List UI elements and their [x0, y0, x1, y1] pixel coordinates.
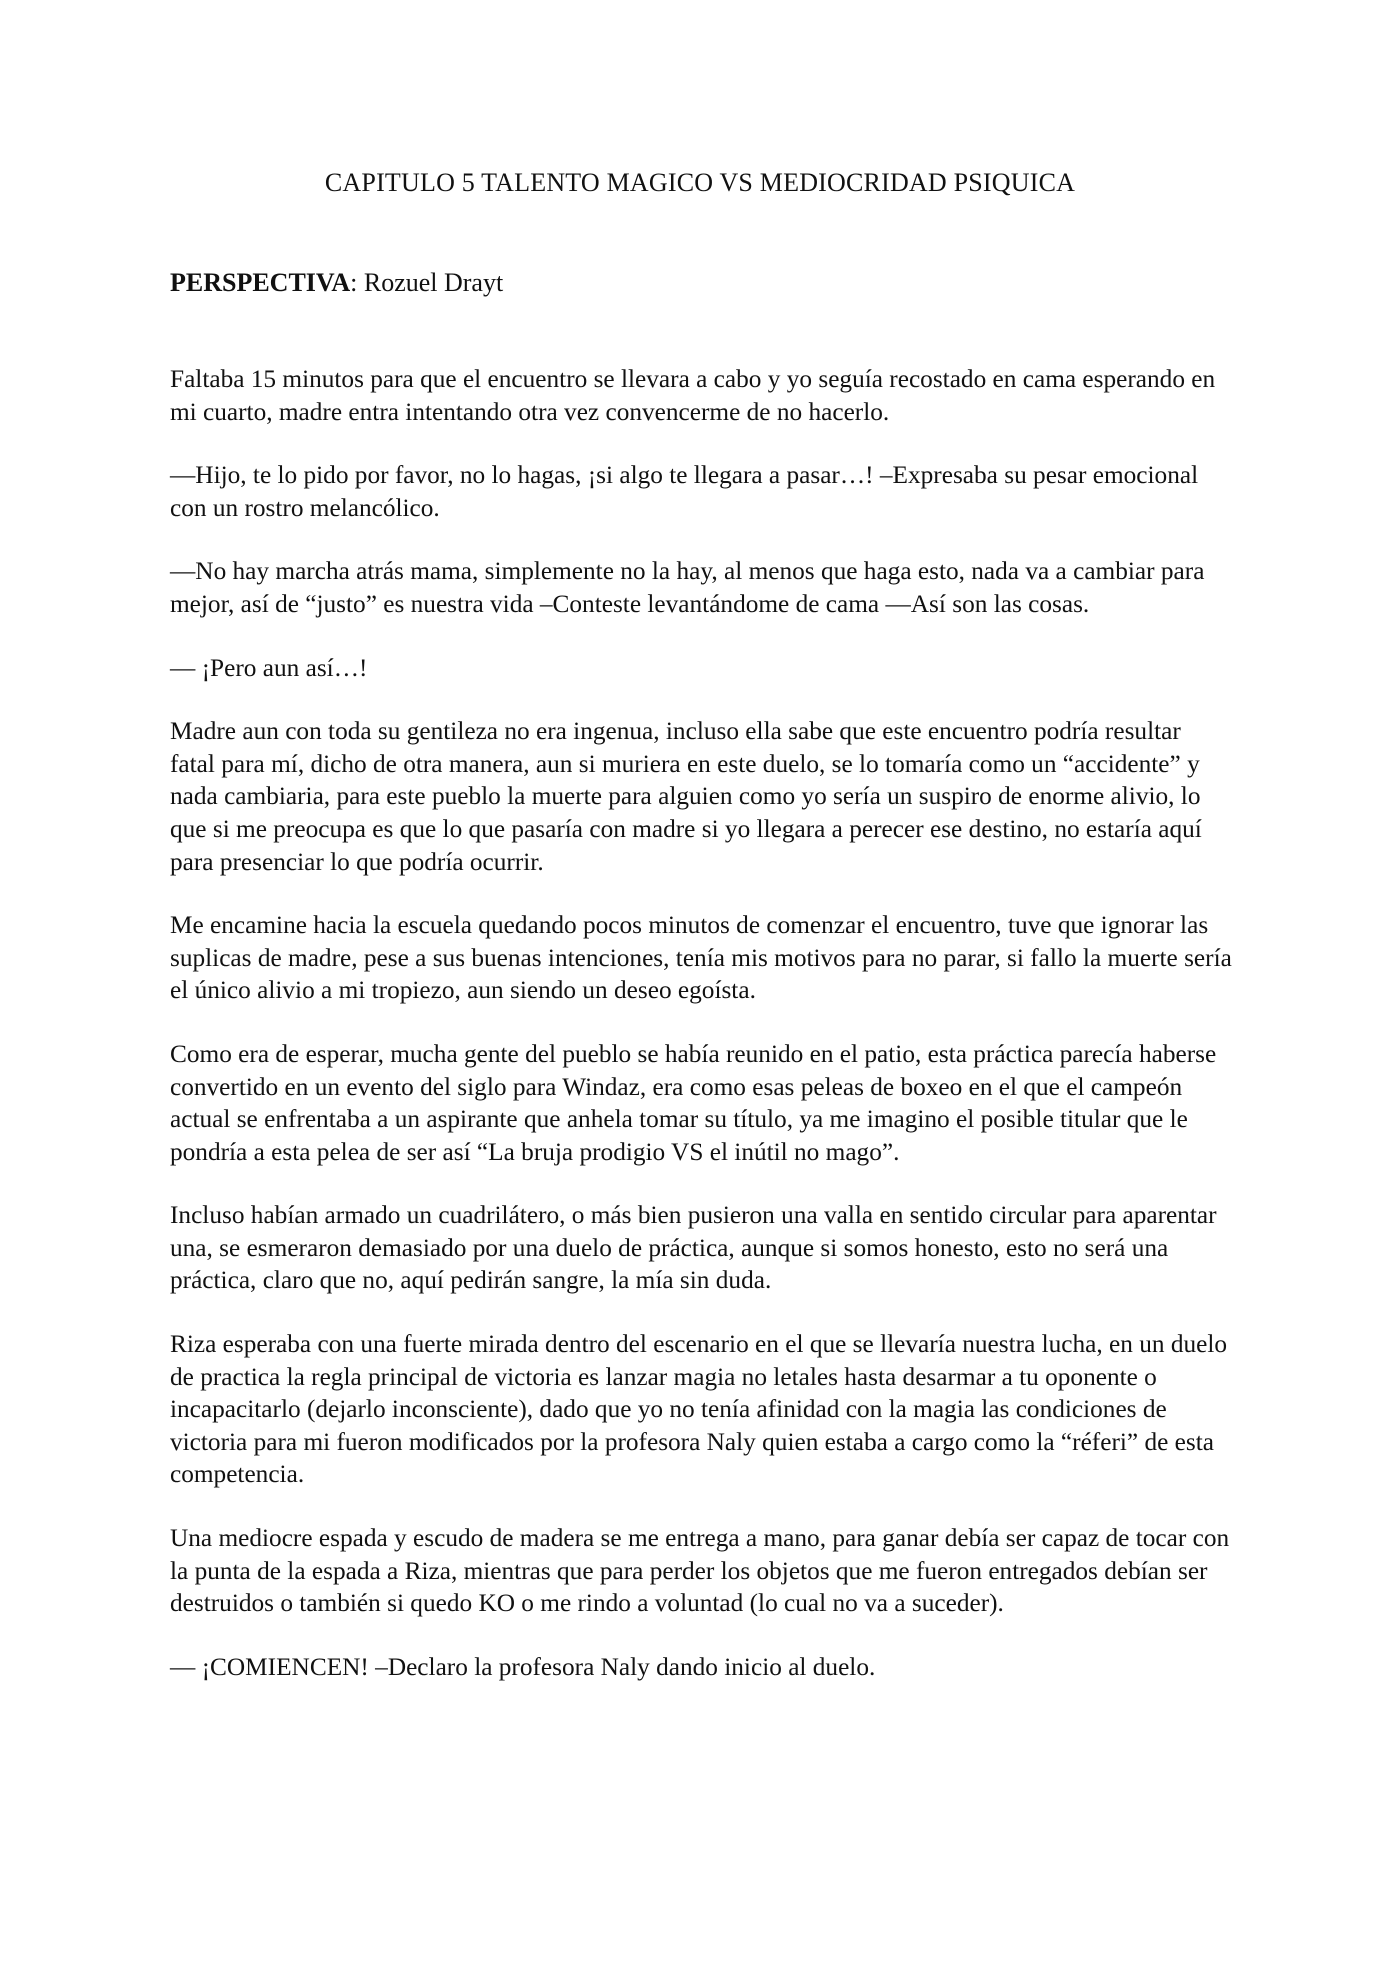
paragraph: Incluso habían armado un cuadrilátero, o más bien pusieron una valla en sentido circular para aparentar una, se esmeraron demasiado por una duelo de práctica, aunque si somos honesto, esto no será una práctica, claro que no, aquí pedirán sangre, la mía sin duda.	[170, 1201, 1217, 1295]
paragraph: — ¡COMIENCEN! –Declaro la profesora Naly dando inicio al duelo.	[170, 1652, 876, 1681]
paragraph: Me encamine hacia la escuela quedando pocos minutos de comenzar el encuentro, tuve que ignorar las suplicas de madre, pese a sus buenas intenciones, tenía mis motivos para no parar, si fallo la muerte sería el único alivio a mi tropiezo, aun siendo un deseo egoísta.	[170, 911, 1232, 1005]
paragraph: —No hay marcha atrás mama, simplemente no la hay, al menos que haga esto, nada va a cambiar para mejor, así de “justo” es nuestra vida –Conteste levantándome de cama —Así son las cosas.	[170, 557, 1205, 618]
paragraph: Riza esperaba con una fuerte mirada dentro del escenario en el que se llevaría nuestra lucha, en un duelo de practica la regla principal de victoria es lanzar magia no letales hasta desarmar a tu oponente o incapacitarlo (dejarlo inconsciente), dado que yo no tenía afinidad con la magia las condiciones de victoria para mi fueron modificados por la profesora Naly quien estaba a cargo como la “réferi” de esta competencia.	[170, 1330, 1228, 1489]
paragraph: — ¡Pero aun así…!	[170, 653, 368, 682]
paragraph: —Hijo, te lo pido por favor, no lo hagas, ¡si algo te llegara a pasar…! –Expresaba su pesar emocional con un rostro melancólico.	[170, 461, 1199, 522]
perspective-line	[170, 268, 503, 298]
perspective-label: PERSPECTIVA	[170, 268, 351, 297]
paragraph: Faltaba 15 minutos para que el encuentro se llevara a cabo y yo seguía recostado en cama esperando en mi cuarto, madre entra intentando otra vez convencerme de no hacerlo.	[170, 365, 1216, 426]
perspective-value: : Rozuel Drayt	[350, 268, 504, 297]
paragraph: Una mediocre espada y escudo de madera se me entrega a mano, para ganar debía ser capaz de tocar con la punta de la espada a Riza, mientras que para perder los objetos que me fueron entregados debían ser destruidos o también si quedo KO o me rindo a voluntad (lo cual no va a suceder).	[170, 1524, 1230, 1618]
paragraph: Como era de esperar, mucha gente del pueblo se había reunido en el patio, esta práctica parecía haberse convertido en un evento del siglo para Windaz, era como esas peleas de boxeo en el que el campeón actual se enfrentaba a un aspirante que anhela tomar su título, ya me imagino el posible titular que le pondría a esta pelea de ser así “La bruja prodigio VS el inútil no mago”.	[170, 1039, 1217, 1166]
paragraph: Madre aun con toda su gentileza no era ingenua, incluso ella sabe que este encuentro podría resultar fatal para mí, dicho de otra manera, aun si muriera en este duelo, se lo tomaría como un “accidente” y nada cambiaria, para este pueblo la muerte para alguien como yo sería un suspiro de enorme alivio, lo que si me preocupa es que lo que pasaría con madre si yo llegara a perecer ese destino, no estaría aquí para presenciar lo que podría ocurrir.	[170, 717, 1202, 876]
chapter-title: CAPITULO 5 TALENTO MAGICO VS MEDIOCRIDAD PSIQUICA	[324, 168, 1076, 197]
chapter-body	[170, 363, 1232, 1714]
